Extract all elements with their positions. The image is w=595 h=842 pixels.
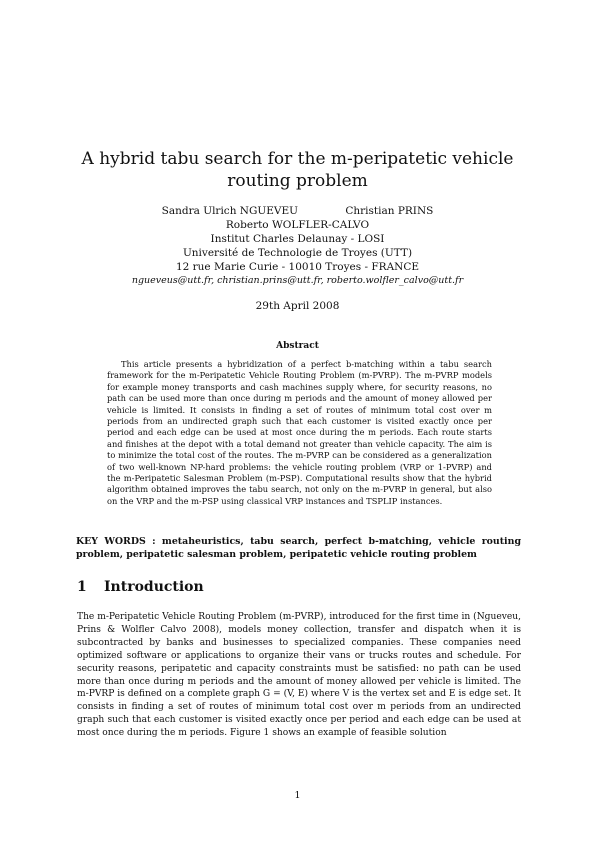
- section-title: Introduction: [104, 579, 204, 595]
- page-number: 1: [294, 790, 301, 801]
- section-number: 1: [77, 579, 87, 595]
- affiliation-address: 12 rue Marie Curie - 10010 Troyes - FRANCE: [175, 261, 420, 273]
- affiliation-university: Université de Technologie de Troyes (UTT): [182, 247, 413, 259]
- authors-line: [60, 205, 535, 217]
- author-name: Sandra Ulrich NGUEVEU: [161, 205, 298, 217]
- author-name: Roberto WOLFLER-CALVO: [225, 219, 370, 231]
- section-heading: [77, 579, 204, 595]
- keywords: KEY WORDS : metaheuristics, tabu search, perfect b-matching, vehicle routing problem, peripatetic salesman problem, peripatetic vehicle routing problem: [76, 536, 521, 561]
- author-name: Christian PRINS: [345, 205, 434, 217]
- paper-date: 29th April 2008: [255, 300, 340, 312]
- paper-title: A hybrid tabu search for the m-peripatetic vehicle routing problem: [81, 149, 514, 191]
- abstract-heading: Abstract: [276, 341, 319, 351]
- abstract-text: This article presents a hybridization of a perfect b-matching within a tabu search framework for the m-Peripatetic Vehicle Routing Problem (m-PVRP). The m-PVRP models for example money transports and cash machines supply where, for security reasons, no path can be used more than once during m periods and the amount of money allowed per vehicle is limited. It consists in finding a set of routes of minimum total cost over m periods from an undirected graph such that each customer is visited exactly once per period and each edge can be used at most once during the m periods. Each route starts and finishes at the depot with a total demand not greater than vehicle capacity. The aim is to minimize the total cost of the routes. The m-PVRP can be considered as a generalization of two well-known NP-hard problems: the vehicle routing problem (VRP or 1-PVRP) and the m-Peripatetic Salesman Problem (m-PSP). Computational results show that the hybrid algorithm obtained improves the tabu search, not only on the m-PVRP in general, but also on the VRP and the m-PSP using classical VRP instances and TSPLIP instances.: [107, 359, 492, 506]
- intro-paragraph: The m-Peripatetic Vehicle Routing Problem (m-PVRP), introduced for the first time in (Ngueveu, Prins & Wolfler Calvo 2008), models money collection, transfer and dispatch when it is subcontracted by banks and businesses to specialized companies. These companies need optimized software or applications to organize their vans or trucks routes and schedule. For security reasons, peripatetic and capacity constraints must be satisfied: no path can be used more than once during m periods and the amount of money allowed per vehicle is limited. The m-PVRP is defined on a complete graph G = (V, E) where V is the vertex set and E is edge set. It consists in finding a set of routes of minimum total cost over m periods from an undirected graph such that each customer is visited exactly once per period and each edge can be used at most once during the m periods. Figure 1 shows an example of feasible solution: [77, 612, 521, 739]
- affiliation-institute: Institut Charles Delaunay - LOSI: [210, 233, 385, 245]
- author-emails: ngueveus@utt.fr, christian.prins@utt.fr, roberto.wolfler_calvo@utt.fr: [131, 275, 464, 286]
